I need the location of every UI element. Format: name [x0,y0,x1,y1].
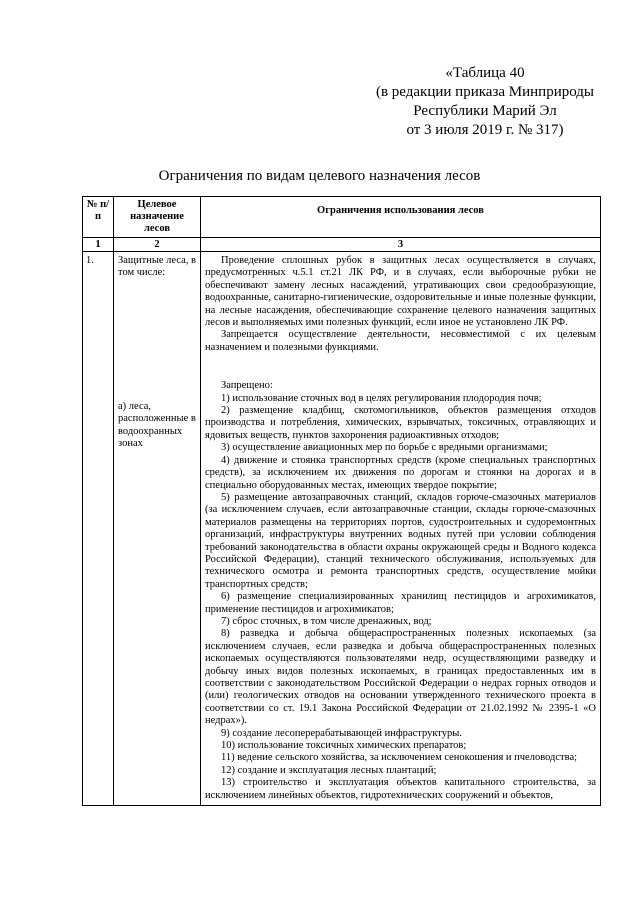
list-item: 13) строительство и эксплуатация объектов капитального строительства, за исключением линейных объектов, гидротехнических сооружений и объектов, [205,777,596,801]
prohibition-list [205,380,596,802]
row-number: 1. [83,252,114,806]
intro-text [205,255,596,354]
caption-line-3: Республики Марий Эл [413,103,557,119]
intro-paragraph: Запрещается осуществление деятельности, несовместимой с их целевым назначением и полезными функциями. [205,329,596,353]
list-item: 11) ведение сельского хозяйства, за исключением сенокошения и пчеловодства; [221,752,578,764]
table-row [83,252,601,806]
header-restrictions: Ограничения использования лесов [201,197,601,238]
column-number: 3 [201,238,601,252]
category-protective-forests: Защитные леса, в том числе: [118,255,196,279]
list-item: 1) использование сточных вод в целях регулирования плодородия почв; [221,392,542,404]
column-number: 2 [114,238,201,252]
list-item: 7) сброс сточных, в том числе дренажных, вод; [221,615,432,627]
intro-paragraph: Проведение сплошных рубок в защитных лесах осуществляется в случаях, предусмотренных ч.5.1 ст.21 ЛК РФ, и в случаях, если выборочные рубки не обеспечивают замену лесных насаждений, утративающих свои средообразующие, водоохранные, санитарно-гигиенические, оздоровительные и иные полезные функции, на лесные насаждения, обеспечивающие сохранение целевого назначения защитных лесов и выполняемых ими полезных функций, если иное не установлено ЛК РФ. [205,255,596,329]
list-lead: Запрещено: [221,380,273,392]
restrictions-table [82,196,601,806]
list-item: 8) разведка и добыча общераспространенных полезных ископаемых (за исключением случаев, если разведка и добыча общераспространенных полезных ископаемых осуществляются пользователями недр, осуществляющими разведку и добычу иных видов полезных ископаемых, в границах предоставленных им в соответствии с законодательством Российской Федерации о недрах горных отводов и (или) геологических отводов на основании утвержденного технического проекта в соответствии со ст. 19.1 Закона Российской Федерации от 21.02.1992 № 2395-1 «О недрах»). [205,628,596,727]
list-item: 4) движение и стоянка транспортных средств (кроме специальных транспортных средств), за исключением их движения по дорогам и стоянки на дорогах и в специально оборудованных местах, имеющих твердое покрытие; [205,454,596,491]
purpose-cell [114,252,201,806]
table-caption-block [350,64,620,140]
header-purpose: Целевое назначение лесов [114,197,201,238]
column-number-row [83,238,601,252]
list-item: 9) создание лесоперерабатывающей инфраструктуры. [221,727,462,739]
list-item: 6) размещение специализированных хранилищ пестицидов и агрохимикатов, применение пестицидов и агрохимикатов; [205,591,596,615]
caption-line-2: (в редакции приказа Минприроды [375,84,595,100]
list-item: 2) размещение кладбищ, скотомогильников, объектов размещения отходов производства и потребления, химических, взрывчатых, токсичных, отравляющих и ядовитых веществ, пунктов захоронения радиоактивных отходов; [205,405,596,441]
caption-line-4: от 3 июля 2019 г. № 317) [406,122,564,138]
list-item: 5) размещение автозаправочных станций, складов горюче-смазочных материалов (за исключением случаев, если автозаправочные станции, склады горюче-смазочных материалов размещены на территориях портов, судостроительных и судоремонтных организаций, инфраструктуры внутренних водных путей при условии соблюдения требований законодательства в области охраны окружающей среды и Водного кодекса Российской Федерации), станций технического обслуживания, используемых для технического осмотра и ремонта транспортных средств, осуществление мойки транспортных средств; [205,491,596,590]
category-water-protection-zones: а) леса, расположенные в водоохранных зонах [118,400,196,450]
list-item: 12) создание и эксплуатация лесных плантаций; [221,764,437,776]
column-number: 1 [83,238,114,252]
restrictions-cell [201,252,601,806]
table-header-row [83,197,601,238]
list-item: 3) осуществление авиационных мер по борьбе с вредными организмами; [221,442,548,454]
caption-line-1: «Таблица 40 [445,65,525,81]
header-number: № п/п [83,197,114,238]
page-title: Ограничения по видам целевого назначения лесов [158,168,481,184]
list-item: 10) использование токсичных химических препаратов; [221,740,467,752]
